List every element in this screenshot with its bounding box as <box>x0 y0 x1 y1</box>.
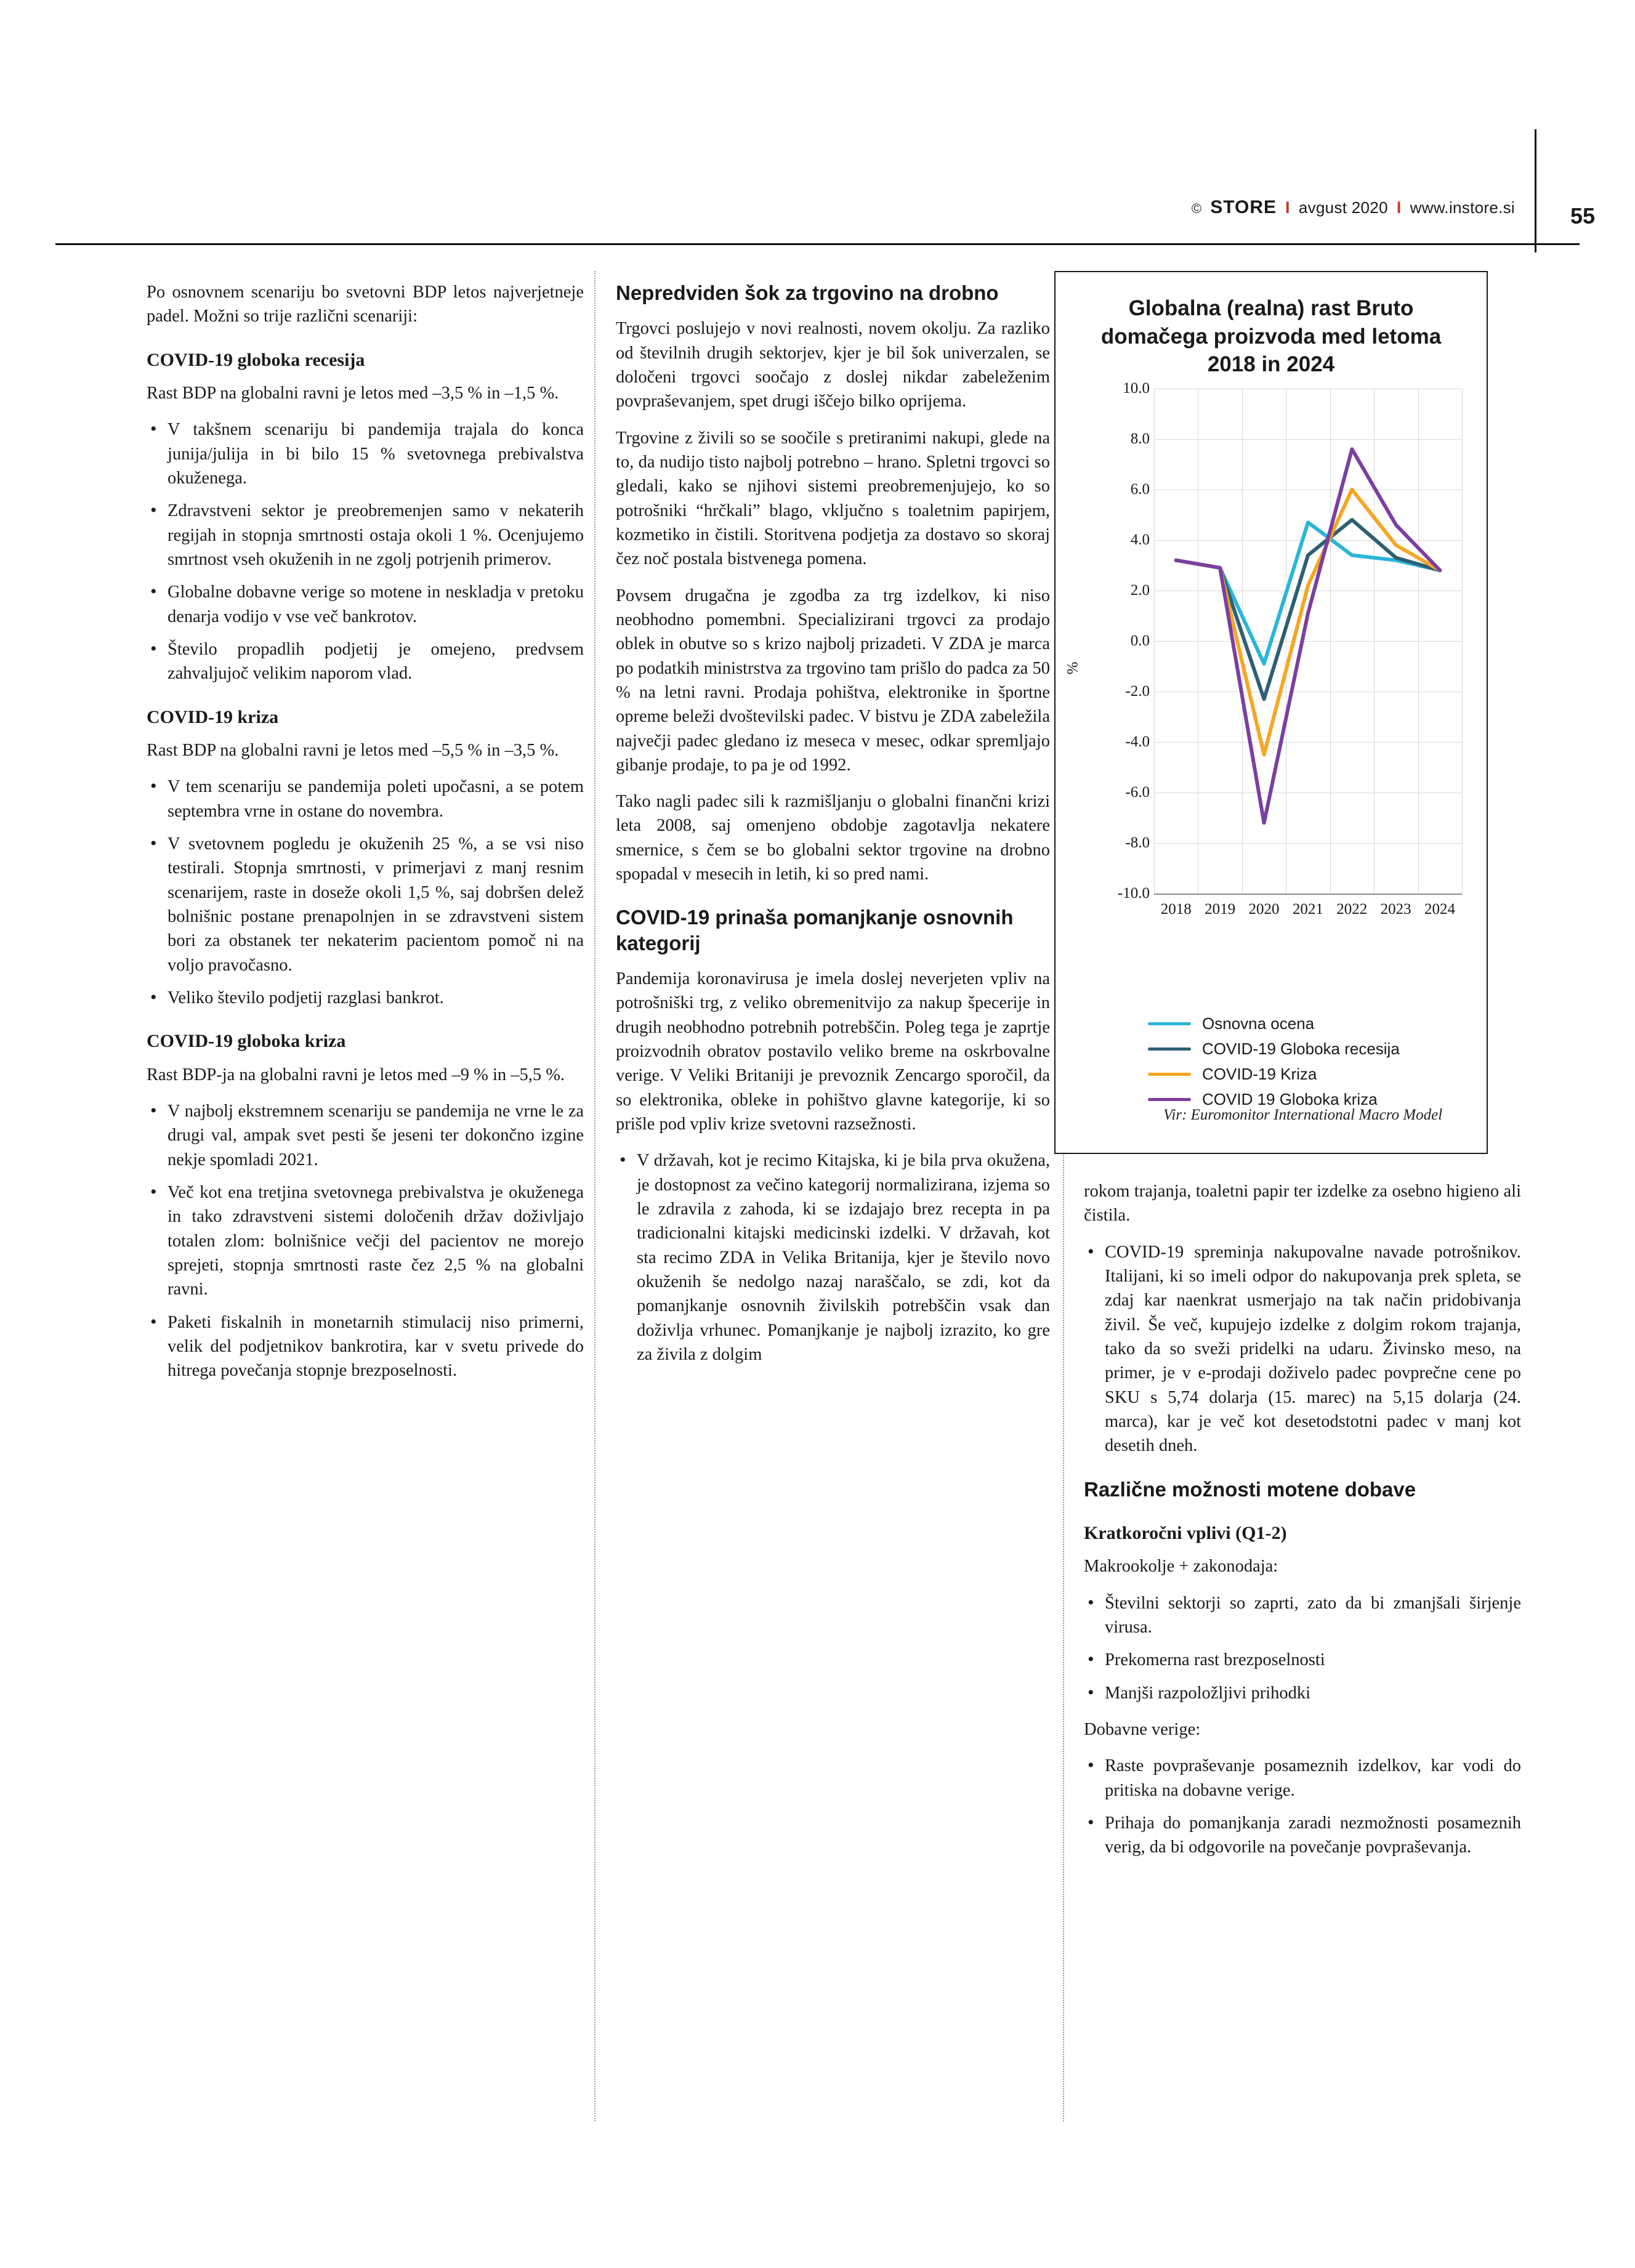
bullet-list-5 <box>1084 1240 1521 1458</box>
legend-label: Osnovna ocena <box>1202 1014 1315 1033</box>
page-header <box>0 92 1635 228</box>
article-column-3 <box>1084 1179 1521 1872</box>
chart-y-ticks <box>1073 379 1150 902</box>
header-separator-2: I <box>1396 198 1402 217</box>
y-tick: -4.0 <box>1125 733 1150 750</box>
y-tick: -8.0 <box>1125 834 1150 851</box>
legend-swatch-icon <box>1148 1047 1191 1051</box>
list-item: • Prekomerna rast brezposelnosti <box>1084 1648 1521 1672</box>
list-item: • V državah, kot je recimo Kitajska, ki je bila prva okužena, je dostopnost za večino kategorij normalizirana, izjema so le zdravila z zahoda, ki se izdajajo brez recepta in pa tradicionalni kitajski medicinski izdelki. V državah, kot sta recimo ZDA in Velika Britanija, kjer je število novo okuženih še nedolgo nazaj naraščalo, se zdi, kot da pomanjkanje osnovnih živilskih potrebščin vsak dan doživlja vrhunec. Pomanjkanje je najbolj izrazito, ko gre za živila z dolgim <box>616 1148 1050 1366</box>
chart-x-axis <box>1154 894 1462 895</box>
header-vertical-rule <box>1535 129 1536 252</box>
y-tick: 10.0 <box>1123 379 1150 397</box>
bullet-list-4 <box>616 1148 1050 1366</box>
x-tick: 2022 <box>1336 900 1368 918</box>
heading-supply-options: Različne možnosti motene dobave <box>1084 1477 1416 1501</box>
paragraph: Trgovine z živili so se soočile s pretiranimi nakupi, glede na to, da nudijo tisto najbolj potrebno – hrano. Spletni trgovci so gledali, kako se njihovi sistemi preobremenjujejo, ko so potrošniki “hrčkali” blago, vključno s toaletnim papirjem, kozmetiko in čistili. Storitvena podjetja za dostavo so skoraj čez noč postala bistvenega pomena. <box>616 428 1050 569</box>
x-tick: 2024 <box>1424 900 1456 918</box>
header-divider <box>55 243 1580 245</box>
list-item: • V takšnem scenariju bi pandemija trajala do konca junija/julija in bi bilo 15 % svetovnega prebivalstva okuženega. <box>147 418 584 490</box>
list-item: • Globalne dobavne verige so motene in neskladja v pretoku denarja vodijo v vse več bankrotov. <box>147 580 584 629</box>
heading-short-term-impacts: Kratkoročni vplivi (Q1-2) <box>1084 1522 1287 1543</box>
chart-plot-area <box>1056 379 1487 943</box>
paragraph: Rast BDP na globalni ravni je letos med –5,5 % in –3,5 %. <box>147 741 559 761</box>
list-item: • Več kot ena tretjina svetovnega prebivalstva je okuženega in tako zdravstveni sistemi določenih držav doživljajo totalen zlom: bolnišnice večji del pacientov ne morejo sprejeti, stopnja smrtnosti raste čez 2,5 % na globalni ravni. <box>147 1180 584 1302</box>
paragraph: Dobavne verige: <box>1084 1719 1201 1739</box>
paragraph: Rast BDP-ja na globalni ravni je letos med –9 % in –5,5 %. <box>147 1065 565 1084</box>
list-item: • V najbolj ekstremnem scenariju se pandemija ne vrne le za drugi val, ampak svet pesti še jeseni ter dokončno izgine nekje spomladi 2021. <box>147 1099 584 1172</box>
list-item: • Veliko število podjetij razglasi bankrot. <box>147 986 584 1010</box>
y-tick: 6.0 <box>1130 480 1150 498</box>
chart-x-tick-labels <box>1154 901 1462 918</box>
list-item: • V svetovnem pogledu je okuženih 25 %, a se vsi niso testirali. Stopnja smrtnosti, v primerjavi z manj resnim scenarijem, raste in doseže okoli 1,5 %, saj dobršen delež bolnišnic postane prenapolnjen in se zdravstveni sistem bori za obstanek ter nekaterim pacientom pomoč ni na voljo pravočasno. <box>147 832 584 977</box>
chart-panel <box>1054 271 1488 1154</box>
copyright-icon: © <box>1191 201 1202 216</box>
list-item: • Manjši razpoložljivi prihodki <box>1084 1681 1521 1705</box>
bullet-list-6 <box>1084 1591 1521 1705</box>
chart-legend <box>1148 1014 1400 1115</box>
bullet-list-2 <box>147 775 584 1010</box>
y-tick: 0.0 <box>1130 632 1150 649</box>
heading-covid-deep-crisis: COVID-19 globoka kriza <box>147 1031 346 1052</box>
paragraph: Pandemija koronavirusa je imela doslej neverjeten vpliv na potrošniški trg, z veliko obremenitvijo za nakup špecerije in drugih neobhodno potrebnih potrebščin. Poleg tega je zaprtje proizvodnih obratov postavilo veliko breme na oskrbovalne verige. V Veliki Britaniji je prevoznik Zencargo sporočil, da so elektronika, obleke in pohištvo glavne kategorije, ki so prišle pod vpliv krize svetovni razsežnosti. <box>616 969 1050 1134</box>
paragraph: Tako nagli padec sili k razmišljanju o globalni finančni krizi leta 2008, saj omenjeno obdobje zagotavlja nekatere smernice, s čem se bo globalni sektor trgovine na drobno spopadal v mesecih in letih, ki so pred nami. <box>616 792 1050 884</box>
paragraph: Trgovci poslujejo v novi realnosti, novem okolju. Za razliko od številnih drugih sektorjev, kjer je bil šok univerzalen, se določeni trgovci soočajo z doslej nikdar zabeleženim povpraševanjem, spet drugi iščejo bilko oprijema. <box>616 319 1050 411</box>
y-tick: -2.0 <box>1125 682 1150 700</box>
bullet-list-3 <box>147 1099 584 1383</box>
header-masthead <box>1192 197 1515 218</box>
legend-swatch-icon <box>1148 1022 1191 1025</box>
article-column-2 <box>616 280 1050 1379</box>
heading-unforeseen-shock: Nepredviden šok za trgovino na drobno <box>616 281 999 304</box>
paragraph: Rast BDP na globalni ravni je letos med –3,5 % in –1,5 %. <box>147 384 559 403</box>
chart-series-lines <box>1154 389 1462 895</box>
list-item: • Paketi fiskalnih in monetarnih stimulacij niso primerni, velik del podjetnikov bankrotira, kar v svetu privede do hitrega povečanja stopnje brezposelnosti. <box>147 1310 584 1383</box>
bullet-list-7 <box>1084 1754 1521 1859</box>
brand-name: STORE <box>1210 197 1277 217</box>
list-item: • COVID-19 spreminja nakupovalne navade potrošnikov. Italijani, ki so imeli odpor do nakupovanja prek spleta, se zdaj kar naenkrat usmerjajo na tak način pridobivanja živil. Še več, kupujejo izdelke z dolgim rokom trajanja, tako da so sveži pridelki na udaru. Živinsko meso, na primer, je v e-prodaji doživelo padec povprečne cene po SKU s 5,74 dolarja (15. marec) na 5,15 dolarja (24. marca), kar je več kot desetodstotni padec v manj kot desetih dneh. <box>1084 1240 1521 1458</box>
column-divider-1 <box>594 271 595 2121</box>
legend-swatch-icon <box>1148 1073 1191 1076</box>
legend-label: COVID-19 Globoka recesija <box>1202 1039 1400 1058</box>
y-tick: -6.0 <box>1125 783 1150 801</box>
paragraph: Po osnovnem scenariju bo svetovni BDP letos najverjetneje padel. Možni so trije različni scenariji: <box>147 283 584 326</box>
x-tick: 2018 <box>1160 900 1192 918</box>
chart-source-note: Vir: Euromonitor International Macro Model <box>1163 1107 1443 1123</box>
header-separator-1: I <box>1285 198 1290 217</box>
list-item: • Raste povpraševanje posameznih izdelkov, kar vodi do pritiska na dobavne verige. <box>1084 1754 1521 1802</box>
x-tick: 2020 <box>1248 900 1280 918</box>
list-item: • Zdravstveni sektor je preobremenjen samo v nekaterih regijah in stopnja smrtnosti ostaja okoli 1 %. Ocenjujemo smrtnost vseh okuženih in ne zgolj potrjenih primerov. <box>147 499 584 571</box>
y-tick: 4.0 <box>1130 531 1150 548</box>
heading-shortage-categories: COVID-19 prinaša pomanjkanje osnovnih kategorij <box>616 906 1014 954</box>
heading-covid-deep-recession: COVID-19 globoka recesija <box>147 349 365 370</box>
heading-covid-crisis: COVID-19 kriza <box>147 706 279 727</box>
issue-date: avgust 2020 <box>1298 198 1388 217</box>
legend-item <box>1148 1065 1400 1084</box>
paragraph: Povsem drugačna je zgodba za trg izdelkov, ki niso neobhodno pomembni. Specializirani trgovci za prodajo oblek in obutve so s krizo najbolj prizadeti. V ZDA je marca po podatkih ministrstva za trgovino tam prišlo do padca za 50 % na letni ravni. Prodaja pohištva, elektronike in športne opreme beleži dvoštevilski padec. V bistvu je ZDA zabeležila največji padec gledano iz meseca v mesec, odkar spremljajo gibanje prodaje, to pa je od 1992. <box>616 586 1050 775</box>
x-tick: 2021 <box>1292 900 1323 918</box>
legend-label: COVID 19 Globoka kriza <box>1202 1090 1378 1108</box>
chart-y-axis-label: % <box>1064 661 1081 674</box>
page-number: 55 <box>1570 203 1595 228</box>
legend-item <box>1148 1039 1400 1059</box>
bullet-list-1 <box>147 418 584 685</box>
list-item: • Prihaja do pomanjkanja zaradi nezmožnosti posameznih verig, da bi odgovorile na povečanje povpraševanja. <box>1084 1811 1521 1860</box>
y-tick: -10.0 <box>1117 884 1150 902</box>
legend-item <box>1148 1014 1400 1033</box>
x-tick: 2023 <box>1380 900 1411 918</box>
y-tick: 2.0 <box>1130 581 1150 599</box>
article-column-1 <box>147 280 584 1395</box>
y-tick: 8.0 <box>1130 430 1150 447</box>
paragraph: Makrookolje + zakonodaja: <box>1084 1557 1278 1576</box>
chart-title: Globalna (realna) rast Bruto domačega proizvoda med letoma 2018 in 2024 <box>1100 296 1442 376</box>
list-item: • Številni sektorji so zaprti, zato da bi zmanjšali širjenje virusa. <box>1084 1591 1521 1640</box>
paragraph: rokom trajanja, toaletni papir ter izdelke za osebno higieno ali čistila. <box>1084 1182 1521 1225</box>
list-item: • V tem scenariju se pandemija poleti upočasni, a se potem septembra vrne in ostane do novembra. <box>147 775 584 823</box>
list-item: • Število propadlih podjetij je omejeno, predvsem zahvaljujoč velikim naporom vlad. <box>147 637 584 686</box>
x-tick: 2019 <box>1205 900 1236 918</box>
legend-swatch-icon <box>1148 1098 1191 1101</box>
website-url: www.instore.si <box>1410 198 1515 217</box>
legend-label: COVID-19 Kriza <box>1202 1065 1317 1083</box>
